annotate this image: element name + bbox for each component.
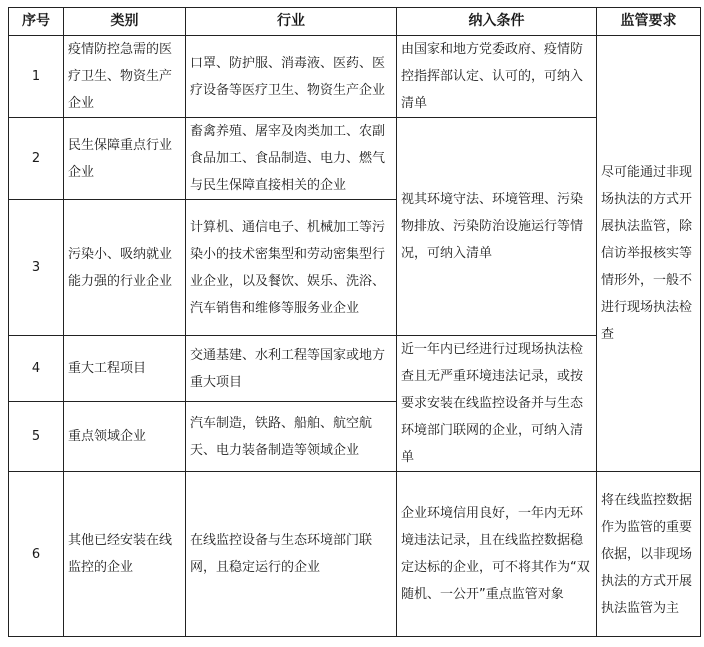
category-cell: 疫情防控急需的医疗卫生、物资生产企业 (64, 36, 186, 118)
industry-cell: 口罩、防护服、消毒液、医药、医疗设备等医疗卫生、物资生产企业 (186, 36, 397, 118)
row-number: 6 (9, 472, 64, 637)
category-cell: 重点领域企业 (64, 402, 186, 472)
category-cell: 重大工程项目 (64, 336, 186, 402)
category-cell: 污染小、吸纳就业能力强的行业企业 (64, 200, 186, 336)
table-row (9, 36, 701, 118)
row-number: 3 (9, 200, 64, 336)
row-number: 2 (9, 118, 64, 200)
header-industry: 行业 (186, 8, 397, 36)
header-requirement: 监管要求 (597, 8, 701, 36)
industry-cell: 在线监控设备与生态环境部门联网，且稳定运行的企业 (186, 472, 397, 637)
industry-cell: 计算机、通信电子、机械加工等污染小的技术密集型和劳动密集型行业企业，以及餐饮、娱乐、洗浴、汽车销售和维修等服务业企业 (186, 200, 397, 336)
policy-table (8, 7, 701, 637)
condition-cell: 由国家和地方党委政府、疫情防控指挥部认定、认可的，可纳入清单 (397, 36, 597, 118)
requirement-cell: 将在线监控数据作为监管的重要依据，以非现场执法的方式开展执法监管为主 (597, 472, 701, 637)
row-number: 4 (9, 336, 64, 402)
row-number: 1 (9, 36, 64, 118)
industry-cell: 交通基建、水利工程等国家或地方重大项目 (186, 336, 397, 402)
category-cell: 民生保障重点行业企业 (64, 118, 186, 200)
header-row (9, 8, 701, 36)
header-condition: 纳入条件 (397, 8, 597, 36)
condition-cell: 企业环境信用良好，一年内无环境违法记录，且在线监控数据稳定达标的企业，可不将其作为“双随机、一公开”重点监管对象 (397, 472, 597, 637)
industry-cell: 汽车制造，铁路、船舶、航空航天、电力装备制造等领域企业 (186, 402, 397, 472)
header-serial: 序号 (9, 8, 64, 36)
requirement-cell: 尽可能通过非现场执法的方式开展执法监管，除信访举报核实等情形外，一般不进行现场执法检查 (597, 36, 701, 472)
header-category: 类别 (64, 8, 186, 36)
industry-cell: 畜禽养殖、屠宰及肉类加工、农副食品加工、食品制造、电力、燃气与民生保障直接相关的企业 (186, 118, 397, 200)
table-row (9, 472, 701, 637)
condition-cell: 近一年内已经进行过现场执法检查且无严重环境违法记录，或按要求安装在线监控设备并与生态环境部门联网的企业，可纳入清单 (397, 336, 597, 472)
condition-cell: 视其环境守法、环境管理、污染物排放、污染防治设施运行等情况，可纳入清单 (397, 118, 597, 336)
row-number: 5 (9, 402, 64, 472)
category-cell: 其他已经安装在线监控的企业 (64, 472, 186, 637)
